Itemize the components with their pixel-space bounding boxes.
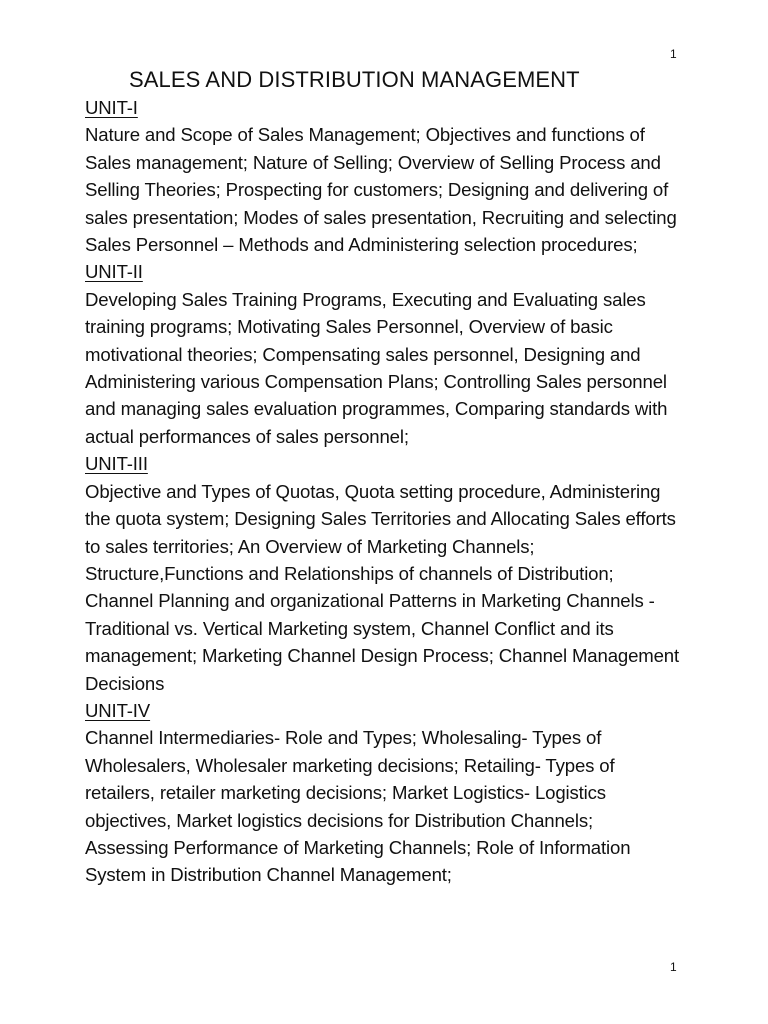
unit-3-line: Decisions [85,672,165,694]
unit-1-line: Sales Personnel – Methods and Administering selection procedures; [85,234,638,256]
unit-2-line: training programs; Motivating Sales Personnel, Overview of basic [85,316,613,338]
unit-section-1 [85,94,745,258]
unit-heading-2: UNIT-II [85,261,143,283]
unit-3-line: the quota system; Designing Sales Territories and Allocating Sales efforts [85,508,676,530]
unit-4-line: objectives, Market logistics decisions for Distribution Channels; [85,809,593,831]
unit-4-line: Wholesalers, Wholesaler marketing decisions; Retailing- Types of [85,754,615,776]
unit-heading-4: UNIT-IV [85,699,151,721]
unit-2-line: actual performances of sales personnel; [85,425,409,447]
document-title: SALES AND DISTRIBUTION MANAGEMENT [129,67,580,92]
page-number-bottom: 1 [670,960,677,974]
unit-text-1 [85,121,745,258]
unit-3-line: Traditional vs. Vertical Marketing system, Channel Conflict and its [85,617,614,639]
page-number-top: 1 [670,47,677,61]
unit-3-line: to sales territories; An Overview of Marketing Channels; [85,535,535,557]
unit-text-2 [85,286,745,450]
unit-text-3 [85,478,745,697]
unit-4-line: Assessing Performance of Marketing Channels; Role of Information [85,836,631,858]
syllabus-content [85,94,745,889]
unit-heading-3: UNIT-III [85,453,148,475]
unit-4-line: retailers, retailer marketing decisions; Market Logistics- Logistics [85,782,606,804]
unit-1-line: sales presentation; Modes of sales presentation, Recruiting and selecting [85,206,677,228]
unit-3-line: Structure,Functions and Relationships of channels of Distribution; [85,562,614,584]
unit-2-line: Administering various Compensation Plans; Controlling Sales personnel [85,371,667,393]
unit-1-line: Selling Theories; Prospecting for customers; Designing and delivering of [85,179,669,201]
unit-2-line: and managing sales evaluation programmes, Comparing standards with [85,398,668,420]
unit-section-4 [85,697,745,889]
unit-4-line: System in Distribution Channel Management; [85,864,452,886]
unit-section-2 [85,258,745,450]
unit-3-line: Objective and Types of Quotas, Quota setting procedure, Administering [85,480,661,502]
unit-section-3 [85,450,745,697]
unit-2-line: Developing Sales Training Programs, Executing and Evaluating sales [85,288,646,310]
unit-2-line: motivational theories; Compensating sales personnel, Designing and [85,343,641,365]
unit-3-line: Channel Planning and organizational Patterns in Marketing Channels - [85,590,655,612]
unit-heading-1: UNIT-I [85,97,138,118]
unit-1-line: Sales management; Nature of Selling; Overview of Selling Process and [85,151,661,173]
unit-1-line: Nature and Scope of Sales Management; Objectives and functions of [85,124,645,146]
unit-3-line: management; Marketing Channel Design Process; Channel Management [85,645,679,667]
unit-text-4 [85,724,745,888]
unit-4-line: Channel Intermediaries- Role and Types; Wholesaling- Types of [85,727,602,749]
